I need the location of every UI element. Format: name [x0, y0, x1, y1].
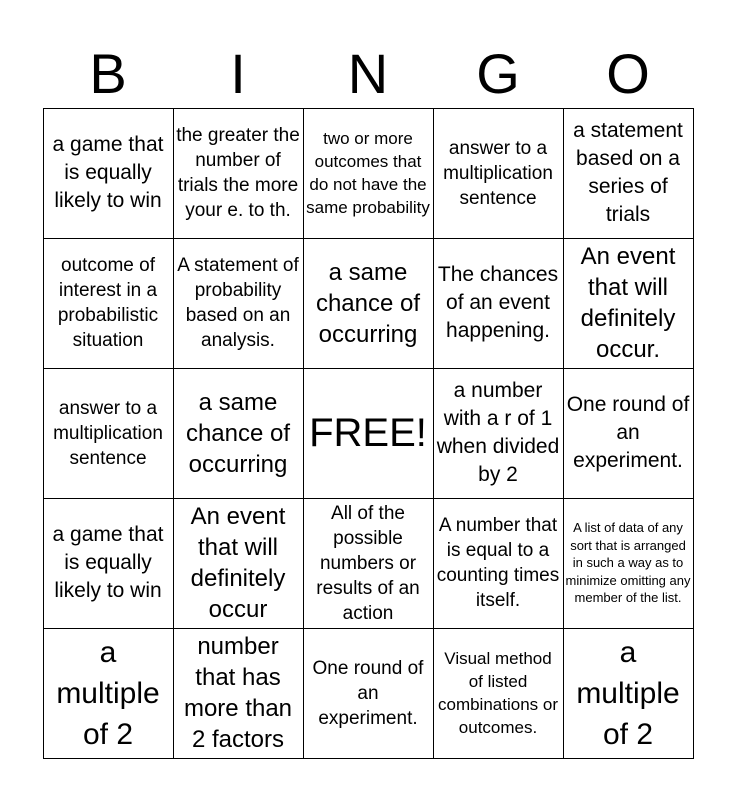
cell-text: One round of an experiment. — [566, 393, 690, 472]
cell-text: One round of an experiment. — [312, 657, 424, 729]
cell-text: An event that will definitely occur. — [580, 243, 676, 363]
cell-text: answer to a multiplication sentence — [53, 397, 163, 469]
cell-text: a same chance of occurring — [185, 388, 291, 478]
bingo-cell-r4c2[interactable] — [173, 498, 304, 629]
bingo-header — [43, 40, 693, 108]
header-letter-g: G — [476, 42, 520, 105]
cell-text: a game that is equally likely to win — [52, 133, 164, 212]
bingo-cell-r3c2[interactable] — [173, 368, 304, 499]
cell-text: a multiple of 2 — [576, 635, 680, 751]
bingo-cell-r1c5[interactable] — [563, 108, 694, 239]
bingo-cell-r1c4[interactable] — [433, 108, 564, 239]
cell-text: A statement of probability based on an analysis. — [177, 255, 299, 351]
bingo-cell-r4c5[interactable] — [563, 498, 694, 629]
bingo-cell-r4c3[interactable] — [303, 498, 434, 629]
bingo-cell-r3c4[interactable] — [433, 368, 564, 499]
bingo-cell-r5c2[interactable] — [173, 628, 304, 759]
bingo-cell-r2c2[interactable] — [173, 238, 304, 369]
bingo-board — [43, 108, 693, 758]
cell-text: All of the possible numbers or results of an action — [316, 502, 420, 624]
cell-text: The chances of an event happening. — [437, 263, 559, 342]
bingo-cell-r2c3[interactable] — [303, 238, 434, 369]
cell-text: two or more outcomes that do not have the same probability — [306, 129, 430, 217]
bingo-cell-r1c3[interactable] — [303, 108, 434, 239]
cell-text: a game that is equally likely to win — [52, 523, 164, 602]
cell-text: An event that will definitely occur — [190, 503, 286, 623]
bingo-cell-r5c5[interactable] — [563, 628, 694, 759]
cell-text: the greater the number of trials the more your e. to th. — [176, 125, 300, 221]
header-letter-n: N — [347, 42, 389, 105]
bingo-cell-r1c2[interactable] — [173, 108, 304, 239]
cell-text: a statement based on a series of trials — [573, 119, 683, 226]
cell-text: a multiple of 2 — [56, 635, 160, 751]
bingo-cell-r4c1[interactable] — [43, 498, 174, 629]
cell-text: Visual method of listed combinations or outcomes. — [437, 649, 558, 737]
bingo-cell-r5c1[interactable] — [43, 628, 174, 759]
bingo-cell-r2c5[interactable] — [563, 238, 694, 369]
header-letter-i: I — [230, 42, 246, 105]
cell-text: A list of data of any sort that is arranged in such a way as to minimize omitting any member of the list. — [565, 520, 691, 606]
cell-text: a number with a r of 1 when divided by 2 — [436, 379, 560, 486]
bingo-cell-r5c3[interactable] — [303, 628, 434, 759]
bingo-cell-free[interactable] — [303, 368, 434, 499]
bingo-cell-r1c1[interactable] — [43, 108, 174, 239]
header-letter-o: O — [606, 42, 650, 105]
bingo-cell-r5c4[interactable] — [433, 628, 564, 759]
bingo-cell-r3c5[interactable] — [563, 368, 694, 499]
cell-text: a same chance of occurring — [315, 258, 421, 348]
cell-text: answer to a multiplication sentence — [443, 137, 553, 209]
header-letter-b: B — [89, 42, 127, 105]
bingo-cell-r2c1[interactable] — [43, 238, 174, 369]
free-space-label: FREE! — [309, 411, 427, 455]
bingo-cell-r4c4[interactable] — [433, 498, 564, 629]
cell-text: outcome of interest in a probabilistic situation — [57, 255, 159, 351]
cell-text: number that has more than 2 factors — [183, 633, 293, 753]
bingo-cell-r3c1[interactable] — [43, 368, 174, 499]
cell-text: A number that is equal to a counting times itself. — [436, 515, 560, 611]
bingo-cell-r2c4[interactable] — [433, 238, 564, 369]
